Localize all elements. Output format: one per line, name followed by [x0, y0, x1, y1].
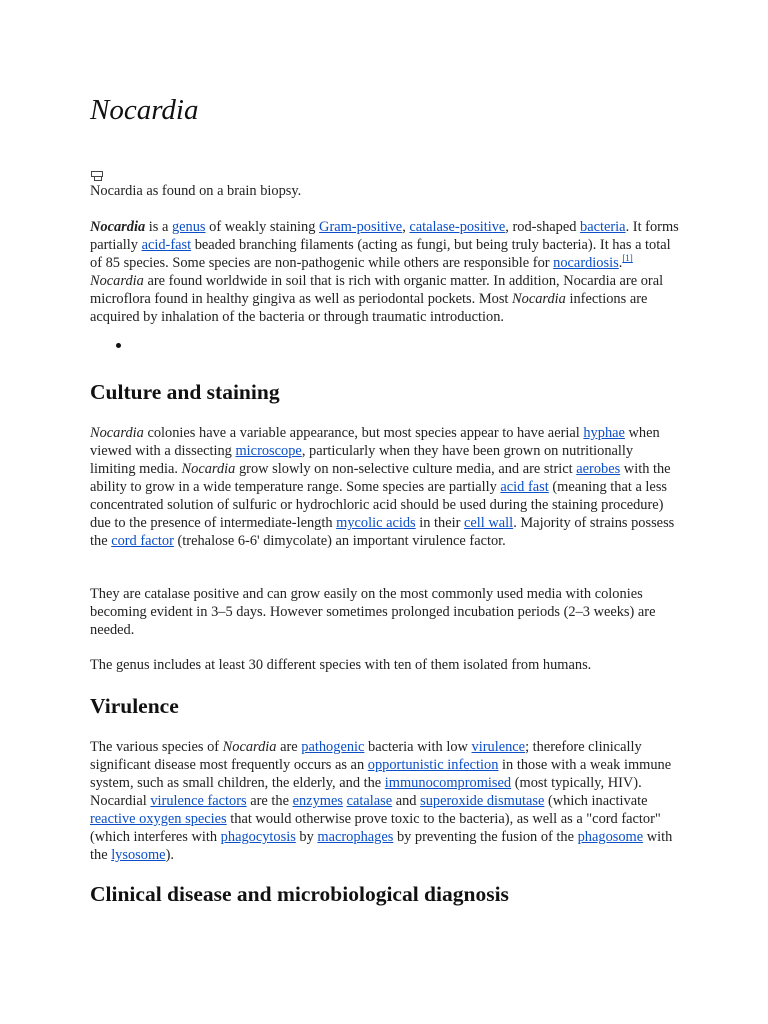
- term-nocardia: Nocardia: [90, 219, 146, 235]
- link-virulence[interactable]: virulence: [471, 739, 526, 755]
- reference-link[interactable]: [1]: [622, 253, 633, 264]
- text: is a: [145, 219, 172, 235]
- text: The various species of: [90, 739, 223, 755]
- link-catalase-positive[interactable]: catalase-positive: [409, 219, 506, 235]
- link-macrophages[interactable]: macrophages: [317, 829, 394, 845]
- text: , particularly when they have been grown on nutritionally limiting media.: [90, 443, 634, 477]
- link-phagocytosis[interactable]: phagocytosis: [220, 829, 296, 845]
- culture-paragraph-2: They are catalase positive and can grow easily on the most commonly used media with colonies becoming evident in 3–5 days. However sometimes prolonged incubation periods (2–3 weeks) are needed.: [90, 586, 656, 638]
- virulence-paragraph: [90, 738, 680, 864]
- page-title: Nocardia: [90, 94, 199, 126]
- link-catalase[interactable]: catalase: [346, 793, 393, 809]
- text: in their: [415, 515, 465, 531]
- text: ,: [402, 219, 410, 235]
- intro-paragraph: [90, 218, 680, 326]
- text: (which inactivate: [544, 793, 648, 809]
- text: grow slowly on non-selective culture media, and are strict: [235, 461, 577, 477]
- text: (trehalose 6-6' dimycolate) an important virulence factor.: [173, 533, 506, 549]
- section-heading-virulence: Virulence: [90, 694, 179, 718]
- culture-paragraph-1: [90, 424, 680, 550]
- text: are found worldwide in soil that is rich with organic matter. In addition, Nocardia are oral microflora found in healthy gingiva as well as periodontal pockets. Most: [90, 273, 664, 307]
- culture-paragraph-3: The genus includes at least 30 different species with ten of them isolated from humans.: [90, 657, 592, 673]
- link-immunocompromised[interactable]: immunocompromised: [384, 775, 512, 791]
- term-nocardia: Nocardia: [512, 291, 566, 307]
- link-cord-factor[interactable]: cord factor: [111, 533, 174, 549]
- text: by: [295, 829, 318, 845]
- text: when viewed with a dissecting: [90, 425, 660, 459]
- text: . It forms partially: [90, 219, 679, 253]
- link-mycolic-acids[interactable]: mycolic acids: [336, 515, 416, 531]
- text: , rod-shaped: [505, 219, 581, 235]
- text: (meaning that a less concentrated solution of sulfuric or hydrochloric acid should be used during the staining procedure) due to the presence of intermediate-length: [90, 479, 668, 531]
- link-aerobes[interactable]: aerobes: [576, 461, 621, 477]
- image-caption: Nocardia as found on a brain biopsy.: [90, 183, 302, 199]
- text: are the: [246, 793, 293, 809]
- link-hyphae[interactable]: hyphae: [583, 425, 625, 441]
- link-genus[interactable]: genus: [171, 219, 206, 235]
- text: of weakly staining: [205, 219, 320, 235]
- text: infections are acquired by inhalation of the bacteria or through traumatic introduction.: [90, 291, 648, 325]
- bullet-dot: [116, 343, 121, 348]
- link-acid-fast[interactable]: acid fast: [500, 479, 549, 495]
- text: .: [618, 255, 623, 271]
- link-gram-positive[interactable]: Gram-positive: [319, 219, 403, 235]
- section-heading-culture: Culture and staining: [90, 380, 280, 404]
- link-cell-wall[interactable]: cell wall: [464, 515, 514, 531]
- term-nocardia: Nocardia: [90, 425, 144, 441]
- text: . Majority of strains possess the: [90, 515, 675, 549]
- link-acid-fast[interactable]: acid-fast: [141, 237, 192, 253]
- text: in those with a weak immune system, such as small children, the elderly, and the: [90, 757, 672, 791]
- link-enzymes[interactable]: enzymes: [292, 793, 343, 809]
- text: bacteria with low: [364, 739, 472, 755]
- link-superoxide-dismutase[interactable]: superoxide dismutase: [420, 793, 545, 809]
- text: and: [392, 793, 421, 809]
- link-virulence-factors[interactable]: virulence factors: [150, 793, 247, 809]
- link-nocardiosis[interactable]: nocardiosis: [553, 255, 619, 271]
- link-phagosome[interactable]: phagosome: [577, 829, 644, 845]
- text: with the: [90, 829, 673, 863]
- text: are: [276, 739, 302, 755]
- link-pathogenic[interactable]: pathogenic: [301, 739, 365, 755]
- text: ).: [165, 847, 174, 863]
- section-heading-clinical: Clinical disease and microbiological diagnosis: [90, 882, 509, 906]
- text: (most typically, HIV). Nocardial: [90, 775, 642, 809]
- text: by preventing the fusion of the: [393, 829, 578, 845]
- text: that would otherwise prove toxic to the bacteria), as well as a "cord factor" (which interferes with: [90, 811, 661, 845]
- link-opportunistic-infection[interactable]: opportunistic infection: [367, 757, 499, 773]
- text: ; therefore clinically significant disease most frequently occurs as an: [90, 739, 642, 773]
- broken-image-icon[interactable]: [90, 170, 106, 182]
- link-microscope[interactable]: microscope: [235, 443, 302, 459]
- text: beaded branching filaments (acting as fungi, but being truly bacteria). It has a total of 85 species. Some species are non-pathogenic while others are responsible for: [90, 237, 671, 271]
- link-lysosome[interactable]: lysosome: [111, 847, 166, 863]
- term-nocardia: Nocardia: [222, 739, 277, 755]
- link-reactive-oxygen-species[interactable]: reactive oxygen species: [90, 811, 227, 827]
- term-nocardia: Nocardia: [181, 461, 236, 477]
- text: with the ability to grow in a wide temperature range. Some species are partially: [90, 461, 671, 495]
- term-nocardia: Nocardia: [90, 273, 144, 289]
- text: colonies have a variable appearance, but most species appear to have aerial: [143, 425, 584, 441]
- link-bacteria[interactable]: bacteria: [580, 219, 626, 235]
